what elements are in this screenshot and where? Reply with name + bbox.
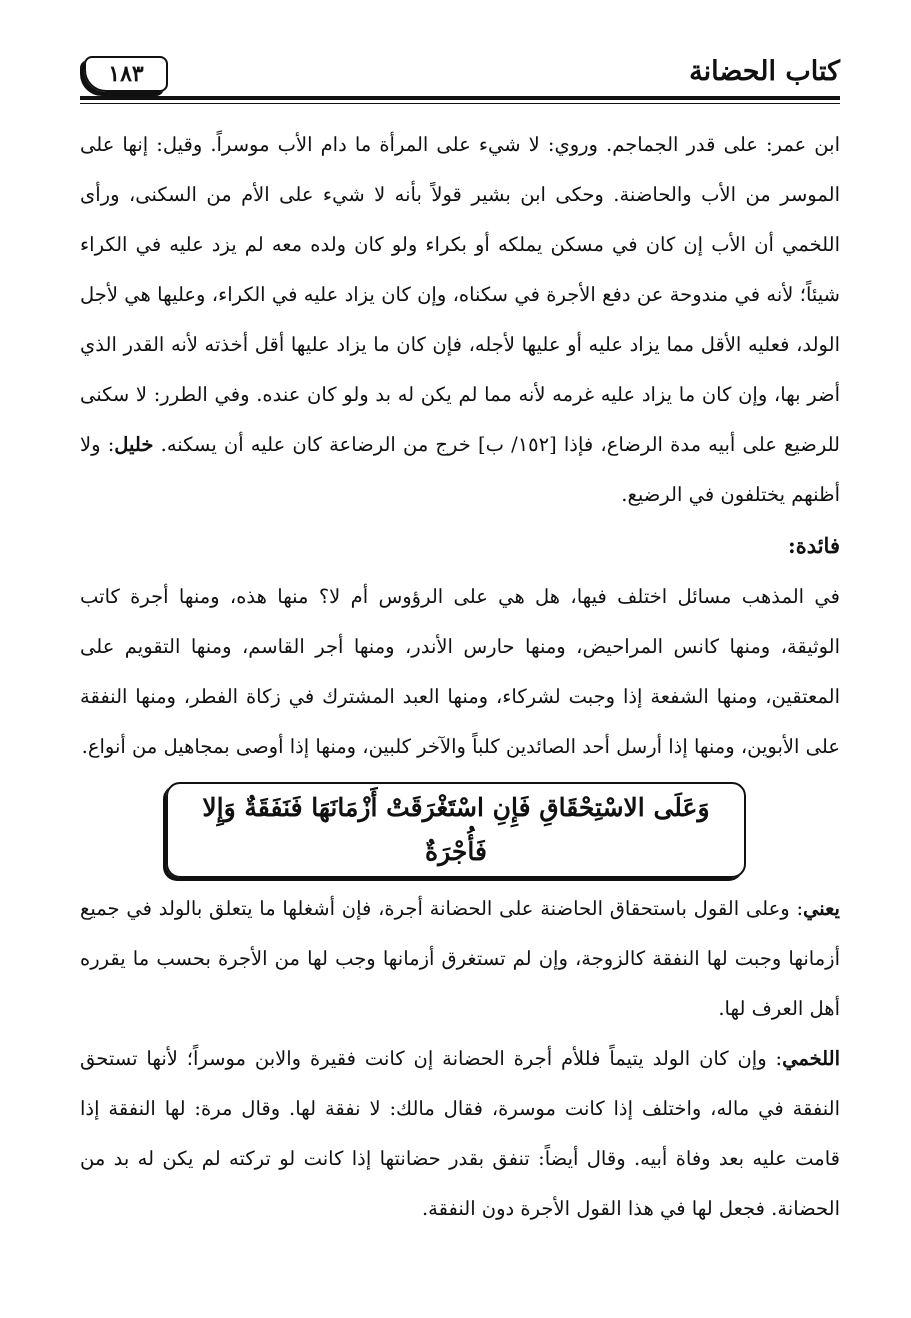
faida-heading: فائدة: <box>787 533 840 558</box>
paragraph-1-text: ابن عمر: على قدر الجماجم. وروي: لا شيء على المرأة ما دام الأب موسراً. وقيل: إنها على الموسر من الأب والحاضنة. وحكى ابن بشير قولاً بأنه لا شيء على الأم من السكنى، ورأى اللخمي أن الأب إن كان في مسكن يملكه أو بكراء ولو كان ولده معه لم يزد عليه في الكراء شيئاً؛ لأنه في مندوحة عن دفع الأجرة في سكناه، وإن كان يزاد عليه في الكراء، وعليها هي لأجل الولد، فعليه الأقل مما يزاد عليه أو عليها لأجله، فإن كان ما يزاد عليها أقل أخذته لأنه القدر الذي أضر بها، وإن كان ما يزاد عليه غرمه لأنه مما لم يكن له بد ولو كان عنده. وفي الطرر: لا سكنى للرضيع على أبيه مدة الرضاع، فإذا [١٥٢/ ب] خرج من الرضاعة كان عليه أن يسكنه. <box>80 133 840 456</box>
paragraph-3 <box>80 1034 840 1234</box>
book-page <box>80 52 840 1220</box>
paragraph-3-lead: اللخمي <box>782 1047 840 1070</box>
faida-paragraph: في المذهب مسائل اختلف فيها، هل هي على الرؤوس أم لا؟ منها هذه، ومنها أجرة كاتب الوثيقة، ومنها كانس المراحيض، ومنها حارس الأندر، ومنها أجر القاسم، ومنها التقويم على المعتقين، ومنها الشفعة إذا وجبت لشركاء، ومنها العبد المشترك في زكاة الفطر، ومنها النفقة على الأبوين، ومنها إذا أرسل أحد الصائدين كلباً والآخر كلبين، ومنها إذا أوصى بمجاهيل من أنواع. <box>80 585 840 758</box>
paragraph-1-tail: : ولا أظنهم يختلفون في الرضيع. <box>80 433 840 506</box>
paragraph-2-text: : وعلى القول باستحقاق الحاضنة على الحضانة أجرة، فإن أشغلها ما يتعلق بالولد في جميع أزمانها وجبت لها النفقة كالزوجة، وإن لم تستغرق أزمانها وجب لها من الأجرة بحسب ما يقرره أهل العرف لها. <box>80 897 840 1020</box>
paragraph-2-lead: يعني <box>803 897 840 920</box>
page-body <box>80 120 840 1234</box>
header-rule-thin <box>80 103 840 104</box>
page-number: ١٨٣ <box>84 56 168 92</box>
paragraph-1 <box>80 120 840 520</box>
author-name-khalil: خليل <box>114 433 154 456</box>
header-rule <box>80 96 840 100</box>
page-header <box>80 52 840 96</box>
paragraph-3-text: : وإن كان الولد يتيماً فللأم أجرة الحضانة إن كانت فقيرة والابن موسراً؛ لأنها تستحق النفقة في ماله، واختلف إذا كانت موسرة، فقال مالك: لا نفقة لها. وقال مرة: لها النفقة إذا قامت عليه بعد وفاة أبيه. وقال أيضاً: تنفق بقدر حضانتها إذا كانت لو تركته لم يكن له بد من الحضانة. فجعل لها في هذا القول الأجرة دون النفقة. <box>80 1047 840 1220</box>
matn-box <box>166 782 746 878</box>
matn-text: وَعَلَى الاسْتِحْقَاقِ فَإِنِ اسْتَغْرَقَتْ أَزْمَانَهَا فَنَفَقَةٌ وَإِلا فَأُجْرَةٌ <box>202 793 710 866</box>
chapter-title: كتاب الحضانة <box>689 56 840 87</box>
paragraph-2 <box>80 884 840 1034</box>
